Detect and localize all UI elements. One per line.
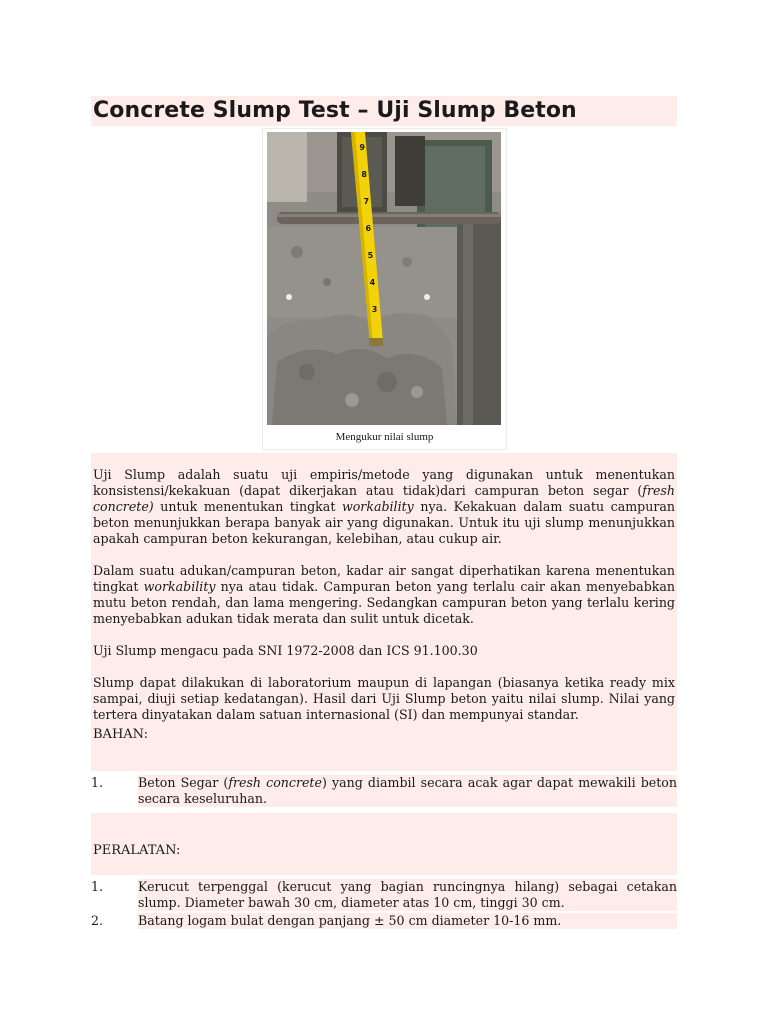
peralatan-list [91,879,677,929]
list-number: 2. [91,913,104,928]
list-number: 1. [91,879,104,894]
list-item-bg [91,775,677,807]
figure-caption: Mengukur nilai slump [335,431,434,443]
tape-mark-label: 4 [369,278,376,287]
tape-mark-label: 9 [359,143,365,152]
paragraph: Uji Slump adalah suatu uji empiris/metode yang digunakan untuk menentukan konsistensi/kekakuan (dapat dikerjakan atau tidak)dari campuran beton segar (fresh concrete) untuk menentukan tingkat workability nya. Kekakuan dalam suatu campuran beton menunjukkan berapa banyak air yang digunakan. Untuk itu uji slump menunjukkan apakah campuran beton kekurangan, kelebihan, atau cukup air. [93,467,675,546]
body-text [91,453,677,723]
list-item-text: Batang logam bulat dengan panjang ± 50 cm diameter 10-16 mm. [138,913,562,928]
tape-mark-label: 7 [363,197,370,206]
slump-test-photo [267,132,501,425]
document-page [91,96,677,929]
tape-mark-label: 8 [361,170,368,179]
paragraph: Dalam suatu adukan/campuran beton, kadar air sangat diperhatikan karena menentukan tingkat workability nya atau tidak. Campuran beton yang terlalu cair akan menyebabkan mutu beton rendah, dan lama mengering. Sedangkan campuran beton yang terlalu kering menyebabkan adukan tidak merata dan sulit untuk dicetak. [93,563,676,626]
list-item-bg [91,913,677,929]
slump-photo-illustration [267,132,501,425]
peralatan-heading-label: PERALATAN: [93,843,181,858]
bahan-heading-label: BAHAN: [93,727,148,742]
list-item [91,913,677,929]
list-item [91,879,677,911]
list-item-bg [91,879,677,911]
paragraph: Slump dapat dilakukan di laboratorium maupun di lapangan (biasanya ketika ready mix sampai, diuji setiap kedatangan). Hasil dari Uji Slump beton yaitu nilai slump. Nilai yang tertera dinyatakan dalam satuan internasional (SI) dan mempunyai standar. [93,675,675,722]
page-title: Concrete Slump Test – Uji Slump Beton [91,96,677,126]
tape-mark-label: 3 [371,305,378,314]
figure-section [91,126,677,453]
section-heading-bahan [91,723,677,771]
figure [262,128,507,450]
list-item [91,775,677,807]
tape-mark-label: 5 [367,251,374,260]
list-item-text: Kerucut terpenggal (kerucut yang bagian runcingnya hilang) sebagai cetakan slump. Diameter bawah 30 cm, diameter atas 10 cm, tinggi 30 cm. [138,879,677,910]
paragraph: Uji Slump mengacu pada SNI 1972-2008 dan ICS 91.100.30 [93,643,478,658]
list-number: 1. [91,775,104,790]
bahan-list [91,775,677,807]
list-item-text: Beton Segar (fresh concrete) yang diambil secara acak agar dapat mewakili beton secara keseluruhan. [138,775,677,806]
section-heading-peralatan [91,813,677,875]
tape-mark-label: 6 [365,224,372,233]
